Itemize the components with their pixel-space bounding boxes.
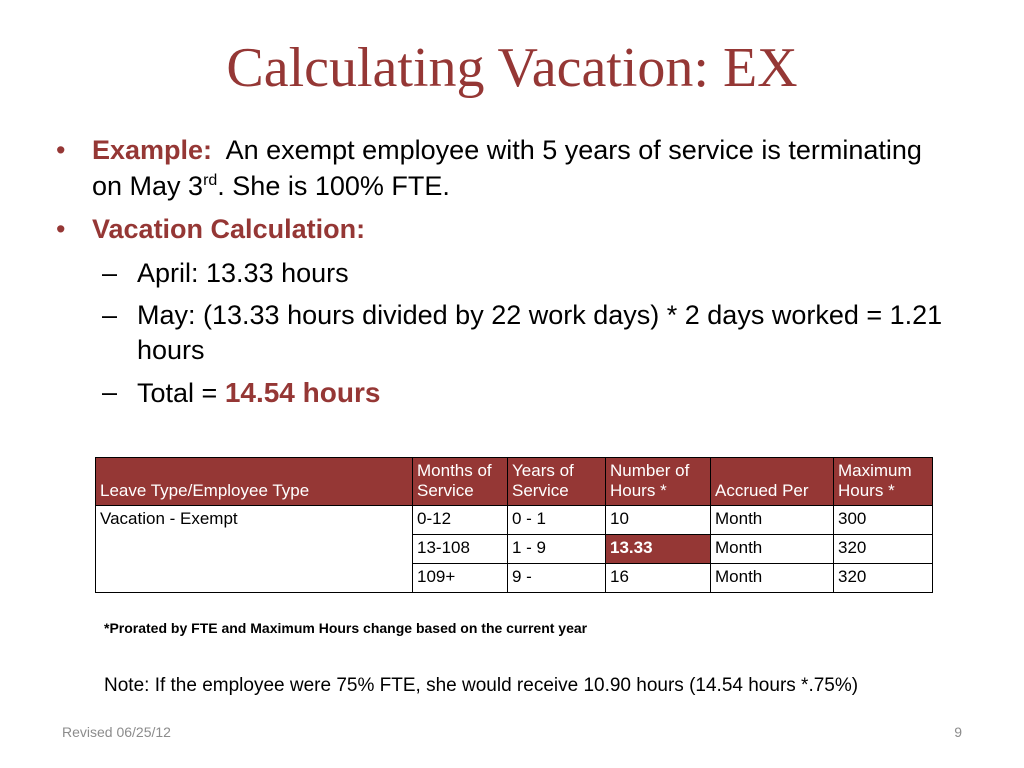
max-hours-cell: 320 [834, 534, 933, 563]
sub-item-april [56, 256, 956, 292]
months-cell: 13-108 [413, 534, 508, 563]
example-tail: . She is 100% FTE. [217, 170, 450, 201]
header-leave-type: Leave Type/Employee Type [96, 458, 413, 506]
table-footnote: *Prorated by FTE and Maximum Hours change based on the current year [104, 620, 588, 636]
slide-title: Calculating Vacation: EX [226, 37, 798, 99]
example-superscript: rd [203, 171, 218, 189]
total-value: 14.54 hours [224, 376, 381, 408]
hours-cell: 10 [606, 505, 711, 534]
years-cell: 0 - 1 [508, 505, 606, 534]
sub-item-text: May: (13.33 hours divided by 22 work days) * 2 days worked = 1.21 hours [137, 299, 943, 366]
accrued-cell: Month [711, 534, 834, 563]
header-years-of-service: Years of Service [508, 458, 606, 506]
years-cell: 9 - [508, 563, 606, 592]
leave-type-cell: Vacation - Exempt [96, 505, 413, 592]
header-maximum-hours: Maximum Hours * [834, 458, 933, 506]
accrued-cell: Month [711, 505, 834, 534]
leave-table [95, 457, 933, 593]
example-text: An exempt employee with 5 years of service is terminating on May 3 [92, 135, 922, 201]
revised-date: Revised 06/25/12 [62, 724, 171, 740]
total-label: Total = [137, 377, 225, 408]
header-accrued-per: Accrued Per [711, 458, 834, 506]
years-cell: 1 - 9 [508, 534, 606, 563]
header-months-of-service: Months of Service [413, 458, 508, 506]
table-row [96, 505, 933, 534]
max-hours-cell: 320 [834, 563, 933, 592]
dash-marker: – [102, 257, 118, 288]
months-cell: 109+ [413, 563, 508, 592]
sub-item-total [56, 375, 956, 412]
bullet-dot: • [56, 214, 66, 245]
calc-label: Vacation Calculation: [92, 214, 366, 245]
fte-note: Note: If the employee were 75% FTE, she would receive 10.90 hours (14.54 hours *.75%) [104, 675, 859, 696]
bullet-vacation-calculation [56, 212, 956, 248]
max-hours-cell: 300 [834, 505, 933, 534]
bullet-dot: • [56, 135, 66, 165]
sub-item-may [56, 298, 956, 369]
dash-marker: – [102, 376, 118, 407]
accrued-cell: Month [711, 563, 834, 592]
hours-cell-highlighted: 13.33 [606, 534, 711, 563]
table-header-row [96, 458, 933, 506]
slide-body [56, 133, 956, 418]
months-cell: 0-12 [413, 505, 508, 534]
header-number-of-hours: Number of Hours * [606, 458, 711, 506]
example-label: Example: [92, 135, 213, 165]
dash-marker: – [102, 299, 118, 330]
bullet-example [56, 133, 956, 204]
sub-item-text: April: 13.33 hours [137, 257, 349, 288]
page-number: 9 [954, 724, 962, 740]
hours-cell: 16 [606, 563, 711, 592]
